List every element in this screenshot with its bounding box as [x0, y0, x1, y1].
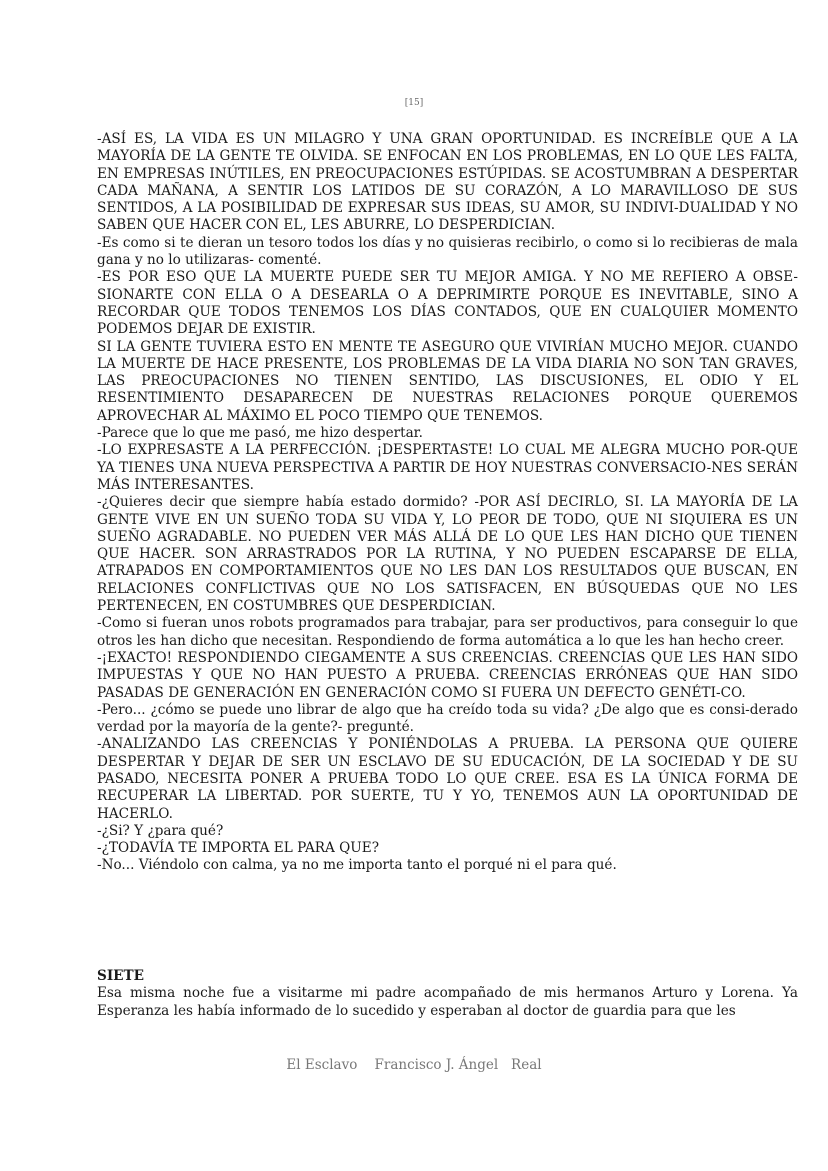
paragraph-9: -¡EXACTO! RESPONDIENDO CIEGAMENTE A SUS CREENCIAS. CREENCIAS QUE LES HAN SIDO IMPUESTAS Y QUE NO HAN PUESTO A PRUEBA. CREENCIAS ERRÓNEAS QUE HAN SIDO PASADAS DE GENERACIÓN EN GENERACIÓN COMO SI FUERA UN DEFECTO GENÉTI-CO.	[97, 649, 798, 701]
paragraph-1: -ASÍ ES, LA VIDA ES UN MILAGRO Y UNA GRAN OPORTUNIDAD. ES INCREÍBLE QUE A LA MAYORÍA DE LA GENTE TE OLVIDA. SE ENFOCAN EN LOS PROBLEMAS, EN LO QUE LES FALTA, EN EMPRESAS INÚTILES, EN PREOCUPACIONES ESTÚPIDAS. SE ACOSTUMBRAN A DESPERTAR CADA MAÑANA, A SENTIR LOS LATIDOS DE SU CORAZÓN, A LO MARAVILLOSO DE SUS SENTIDOS, A LA POSIBILIDAD DE EXPRESAR SUS IDEAS, SU AMOR, SU INDIVI-DUALIDAD Y NO SABEN QUE HACER CON EL, LES ABURRE, LO DESPERDICIAN.	[97, 131, 798, 234]
body-text	[97, 131, 798, 875]
paragraph-12: -¿Si? Y ¿para qué?	[97, 822, 224, 839]
paragraph-3: -ES POR ESO QUE LA MUERTE PUEDE SER TU MEJOR AMIGA. Y NO ME REFIERO A OBSE-SIONARTE CON ELLA O A DESEARLA O A DEPRIMIRTE PORQUE ES INEVITABLE, SINO A RECORDAR QUE TODOS TENEMOS LOS DÍAS CONTADOS, QUE EN CUALQUIER MOMENTO PODEMOS DEJAR DE EXISTIR.	[97, 269, 798, 338]
paragraph-2: -Es como si te dieran un tesoro todos los días y no quisieras recibirlo, o como si lo recibieras de mala gana y no lo utilizaras- comenté.	[97, 234, 798, 269]
chapter-section	[97, 968, 798, 1020]
page-number: [15]	[404, 98, 424, 108]
paragraph-14: -No... Viéndolo con calma, ya no me importa tanto el porqué ni el para qué.	[97, 857, 617, 874]
paragraph-5: -Parece que lo que me pasó, me hizo despertar.	[97, 425, 424, 442]
paragraph-8: -Como si fueran unos robots programados para trabajar, para ser productivos, para conseguir lo que otros les han dicho que necesitan. Respondiendo de forma automática a lo que les han hecho creer.	[97, 615, 798, 649]
paragraph-6: -LO EXPRESASTE A LA PERFECCIÓN. ¡DESPERTASTE! LO CUAL ME ALEGRA MUCHO POR-QUE YA TIENES UNA NUEVA PERSPECTIVA A PARTIR DE HOY NUESTRAS CONVERSACIO-NES SERÁN MÁS INTERESANTES.	[97, 442, 798, 493]
page-footer: El Esclavo Francisco J. Ángel Real	[286, 1057, 542, 1073]
paragraph-7: -¿Quieres decir que siempre había estado dormido? -POR ASÍ DECIRLO, SI. LA MAYORÍA DE LA GENTE VIVE EN UN SUEÑO TODA SU VIDA Y, LO PEOR DE TODO, QUE NI SIQUIERA ES UN SUEÑO AGRADABLE. NO PUEDEN VER MÁS ALLÁ DE LO QUE LES HAN DICHO QUE TIENEN QUE HACER. SON ARRASTRADOS POR LA RUTINA, Y NO PUEDEN ESCAPARSE DE ELLA, ATRAPADOS EN COMPORTAMIENTOS QUE NO LES DAN LOS RESULTADOS QUE BUSCAN, EN RELACIONES CONFLICTIVAS QUE NO LOS SATISFACEN, EN BÚSQUEDAS QUE NO LES PERTENECEN, EN COSTUMBRES QUE DESPERDICIAN.	[97, 494, 798, 615]
chapter-paragraph: Esa misma noche fue a visitarme mi padre acompañado de mis hermanos Arturo y Lorena. Ya Esperanza les había informado de lo sucedido y esperaban al doctor de guardia para que les	[97, 985, 798, 1019]
paragraph-13: -¿TODAVÍA TE IMPORTA EL PARA QUE?	[97, 840, 379, 857]
chapter-title: SIETE	[97, 968, 145, 984]
paragraph-11: -ANALIZANDO LAS CREENCIAS Y PONIÉNDOLAS A PRUEBA. LA PERSONA QUE QUIERE DESPERTAR Y DEJAR DE SER UN ESCLAVO DE SU EDUCACIÓN, DE LA SOCIEDAD Y DE SU PASADO, NECESITA PONER A PRUEBA TODO LO QUE CREE. ESA ES LA ÚNICA FORMA DE RECUPERAR LA LIBERTAD. POR SUERTE, TU Y YO, TENEMOS AUN LA OPORTUNIDAD DE HACERLO.	[97, 736, 798, 822]
paragraph-10: -Pero... ¿cómo se puede uno librar de algo que ha creído toda su vida? ¿De algo que es consi-derado verdad por la mayoría de la gente?- pregunté.	[97, 701, 798, 736]
paragraph-4: SI LA GENTE TUVIERA ESTO EN MENTE TE ASEGURO QUE VIVIRÍAN MUCHO MEJOR. CUANDO LA MUERTE DE HACE PRESENTE, LOS PROBLEMAS DE LA VIDA DIARIA NO SON TAN GRAVES, LAS PREOCUPACIONES NO TIENEN SENTIDO, LAS DISCUSIONES, EL ODIO Y EL RESENTIMIENTO DESAPARECEN DE NUESTRAS RELACIONES PORQUE QUEREMOS APROVECHAR AL MÁXIMO EL POCO TIEMPO QUE TENEMOS.	[97, 338, 798, 424]
